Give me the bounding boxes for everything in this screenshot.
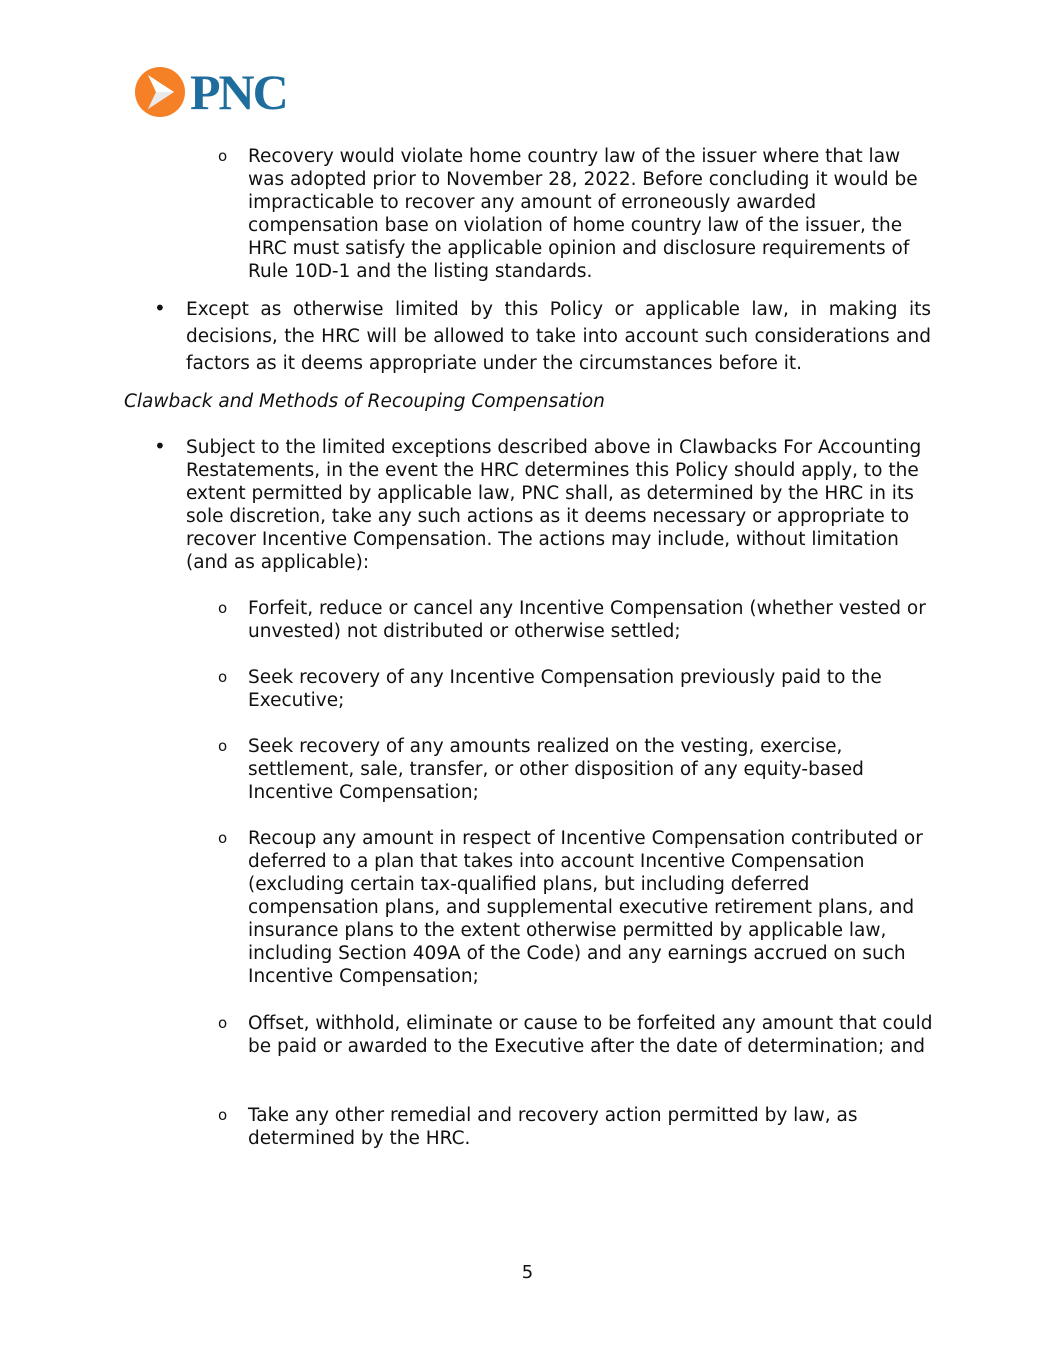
sub-bullet-marker: o bbox=[218, 147, 228, 165]
pnc-logo-mark-icon bbox=[134, 66, 186, 118]
bullet-text: Subject to the limited exceptions described above in Clawbacks For Accounting Restatements, in the event the HRC determines this Policy should apply, to the extent permitted by applicable law, PNC shall, as determined by the HRC in its sole discretion, take any such actions as it deems necessary or appropriate to recover Incentive Compensation. The actions may include, without limitation (and as applicable): bbox=[186, 437, 922, 573]
sub-item-seek-recovery-paid bbox=[218, 666, 938, 712]
sub-item-forfeit bbox=[218, 597, 938, 643]
sub-item-other-remedial bbox=[218, 1104, 938, 1150]
sub-item-text: Seek recovery of any Incentive Compensation previously paid to the Executive; bbox=[248, 667, 882, 711]
sub-item-recoup-deferred bbox=[218, 827, 938, 988]
section-heading: Clawback and Methods of Recouping Compensation bbox=[124, 391, 605, 412]
sub-item-offset-withhold bbox=[218, 1012, 938, 1058]
bullet-considerations bbox=[154, 296, 931, 377]
pnc-logo bbox=[134, 66, 287, 118]
sub-item-text: Take any other remedial and recovery action permitted by law, as determined by the HRC. bbox=[248, 1105, 858, 1149]
bullet-marker: • bbox=[154, 434, 166, 458]
sub-bullet-marker: o bbox=[218, 599, 228, 617]
sub-bullet-marker: o bbox=[218, 1014, 228, 1032]
sub-item-text: Recovery would violate home country law of the issuer where that law was adopted prior to November 28, 2022. Before concluding it would be impracticable to recover any amount of erroneously awarded compensation base on violation of home country law of the issuer, the HRC must satisfy the applicable opinion and disclosure requirements of Rule 10D-1 and the listing standards. bbox=[248, 146, 918, 282]
sub-bullet-marker: o bbox=[218, 737, 228, 755]
sub-bullet-marker: o bbox=[218, 1106, 228, 1124]
bullet-text: Except as otherwise limited by this Policy or applicable law, in making its decisions, the HRC will be allowed to take into account such considerations and factors as it deems appropriate under the circumstances before it. bbox=[186, 299, 931, 374]
sub-item-text: Offset, withhold, eliminate or cause to be forfeited any amount that could be paid or awarded to the Executive after the date of determination; and bbox=[248, 1013, 933, 1057]
sub-bullet-marker: o bbox=[218, 668, 228, 686]
sub-bullet-marker: o bbox=[218, 829, 228, 847]
pnc-logo-text: PNC bbox=[190, 64, 287, 120]
page-number: 5 bbox=[521, 1262, 534, 1283]
bullet-clawback-actions bbox=[154, 434, 931, 574]
bullet-marker: • bbox=[154, 296, 166, 320]
sub-item-text: Recoup any amount in respect of Incentive Compensation contributed or deferred to a plan that takes into account Incentive Compensation (excluding certain tax-qualified plans, but including deferred compensation plans, and supplemental executive retirement plans, and insurance plans to the extent otherwise permitted by applicable law, including Section 409A of the Code) and any earnings accrued on such Incentive Compensation; bbox=[248, 828, 923, 987]
sub-item-text: Forfeit, reduce or cancel any Incentive Compensation (whether vested or unvested) not distributed or otherwise settled; bbox=[248, 598, 926, 642]
sub-item-seek-recovery-realized bbox=[218, 735, 938, 804]
sub-item-text: Seek recovery of any amounts realized on the vesting, exercise, settlement, sale, transfer, or other disposition of any equity-based Incentive Compensation; bbox=[248, 736, 864, 803]
sub-item-recovery-violate-law bbox=[218, 145, 938, 283]
